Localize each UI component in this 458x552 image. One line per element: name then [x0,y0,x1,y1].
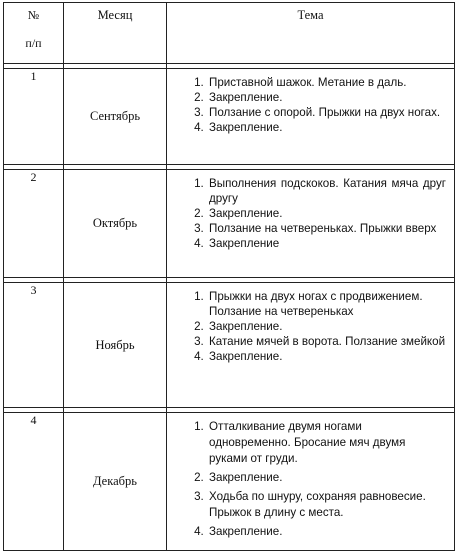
topic-item: 2. Закрепление. [207,470,446,486]
topic-item: 4. Закрепление [207,236,446,251]
topic-item: 1. Прыжки на двух ногах с продвижением. Ползание на четвереньках [207,289,446,319]
row-month: Октябрь [64,170,167,278]
row-topics [167,170,455,278]
topic-item: 4. Закрепление. [207,120,446,135]
row-month: Ноябрь [64,283,167,408]
topic-list [167,170,454,251]
row-number: 2 [4,170,64,278]
table-row [4,170,455,278]
row-number: 4 [4,413,64,551]
topic-item: 1. Отталкивание двумя ногами одновременно. Бросание мяч двумя руками от груди. [207,419,446,467]
topic-list [167,283,454,364]
header-number-symbol: № [27,8,40,22]
topic-item: 1. Приставной шажок. Метание в даль. [207,75,446,90]
header-topic-cell: Тема [167,3,455,64]
topic-item: 2. Закрепление. [207,319,446,334]
topic-item: 3. Катание мячей в ворота. Ползание змейкой [207,334,446,349]
header-number-abbrev: п/п [25,36,42,50]
table-row [4,69,455,165]
topic-item: 3. Ходьба по шнуру, сохраняя равновесие. Прыжок в длину с места. [207,489,446,521]
header-month-cell: Месяц [64,3,167,64]
topic-list [167,413,454,540]
row-month: Сентябрь [64,69,167,165]
row-topics [167,283,455,408]
row-topics [167,69,455,165]
topic-item: 3. Ползание с опорой. Прыжки на двух ногах. [207,105,446,120]
row-number: 3 [4,283,64,408]
row-month: Декабрь [64,413,167,551]
row-number: 1 [4,69,64,165]
topic-item: 1. Выполнения подскоков. Катания мяча друг другу [207,176,446,206]
topic-item: 2. Закрепление. [207,90,446,105]
topic-item: 4. Закрепление. [207,349,446,364]
row-topics [167,413,455,551]
topic-item: 2. Закрепление. [207,206,446,221]
table-row [4,283,455,408]
topic-item: 4. Закрепление. [207,524,446,540]
header-number-cell [4,3,64,64]
table-row [4,413,455,551]
header-row [4,3,455,64]
lesson-plan-table [3,2,455,551]
topic-list [167,69,454,135]
topic-item: 3. Ползание на четвереньках. Прыжки вверх [207,221,446,236]
